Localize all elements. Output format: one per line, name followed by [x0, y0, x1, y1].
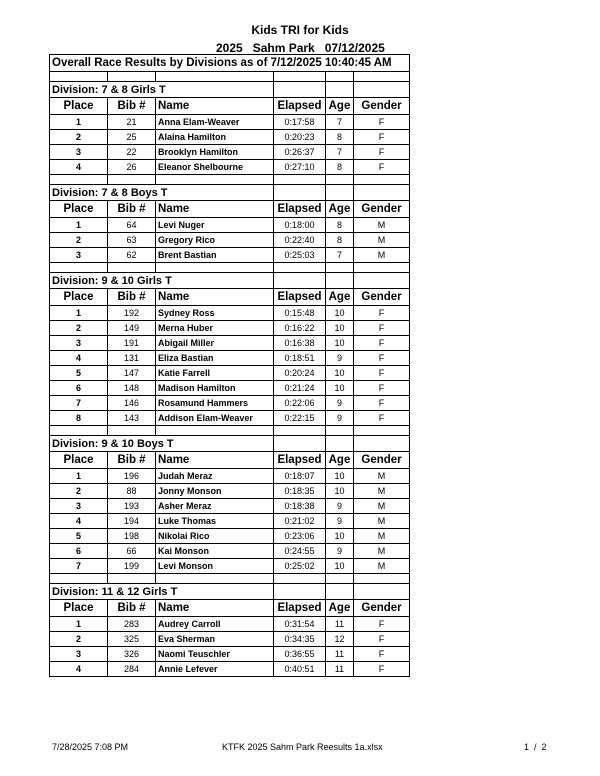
column-header-elapsed: Elapsed: [274, 600, 326, 617]
empty-cell: [326, 584, 354, 600]
column-header-name: Name: [156, 600, 274, 617]
cell-age: 7: [326, 248, 354, 263]
cell-elapsed: 0:21:02: [274, 514, 326, 529]
cell-gender: M: [354, 233, 410, 248]
cell-bib: 149: [108, 321, 156, 336]
empty-cell: [274, 436, 326, 452]
cell-place: 3: [50, 647, 108, 662]
cell-elapsed: 0:18:35: [274, 484, 326, 499]
cell-age: 10: [326, 381, 354, 396]
column-header-name: Name: [156, 452, 274, 469]
cell-place: 2: [50, 321, 108, 336]
cell-gender: M: [354, 248, 410, 263]
empty-cell: [274, 82, 326, 98]
empty-cell: [156, 574, 274, 584]
column-header-gender: Gender: [354, 98, 410, 115]
column-header-age: Age: [326, 600, 354, 617]
cell-name: Audrey Carroll: [156, 617, 274, 632]
division-heading-row: [50, 273, 410, 289]
table-row: [50, 233, 410, 248]
cell-age: 9: [326, 544, 354, 559]
cell-age: 9: [326, 499, 354, 514]
empty-cell: [354, 584, 410, 600]
empty-cell: [108, 574, 156, 584]
empty-cell: [354, 263, 410, 273]
cell-place: 8: [50, 411, 108, 426]
cell-place: 1: [50, 617, 108, 632]
column-header-bib: Bib #: [108, 289, 156, 306]
column-header-bib: Bib #: [108, 98, 156, 115]
empty-cell: [274, 273, 326, 289]
division-heading: Division: 7 & 8 Boys T: [50, 185, 274, 201]
column-header-place: Place: [50, 600, 108, 617]
cell-elapsed: 0:25:02: [274, 559, 326, 574]
cell-age: 8: [326, 233, 354, 248]
empty-cell: [108, 175, 156, 185]
table-row: [50, 544, 410, 559]
division-heading: Division: 7 & 8 Girls T: [50, 82, 274, 98]
cell-place: 2: [50, 130, 108, 145]
cell-gender: F: [354, 336, 410, 351]
cell-elapsed: 0:16:38: [274, 336, 326, 351]
column-header-bib: Bib #: [108, 452, 156, 469]
division-heading-row: [50, 82, 410, 98]
cell-gender: F: [354, 647, 410, 662]
cell-bib: 26: [108, 160, 156, 175]
cell-name: Gregory Rico: [156, 233, 274, 248]
cell-age: 9: [326, 396, 354, 411]
column-header-name: Name: [156, 201, 274, 218]
empty-cell: [156, 72, 274, 82]
spacer-row: [50, 426, 410, 436]
cell-age: 9: [326, 514, 354, 529]
footer-filename: KTFK 2025 Sahm Park Reesults 1a.xlsx: [222, 742, 383, 752]
report-title-row: [50, 55, 410, 72]
cell-bib: 25: [108, 130, 156, 145]
table-row: [50, 514, 410, 529]
table-row: [50, 248, 410, 263]
column-header-elapsed: Elapsed: [274, 289, 326, 306]
results-table: [49, 54, 410, 677]
cell-place: 1: [50, 469, 108, 484]
empty-cell: [156, 263, 274, 273]
cell-bib: 131: [108, 351, 156, 366]
column-header-row: [50, 201, 410, 218]
cell-gender: M: [354, 218, 410, 233]
cell-age: 10: [326, 529, 354, 544]
empty-cell: [354, 574, 410, 584]
division-heading-row: [50, 185, 410, 201]
cell-place: 4: [50, 160, 108, 175]
empty-cell: [354, 426, 410, 436]
cell-bib: 325: [108, 632, 156, 647]
cell-place: 2: [50, 484, 108, 499]
cell-age: 7: [326, 145, 354, 160]
cell-name: Alaina Hamilton: [156, 130, 274, 145]
empty-cell: [326, 175, 354, 185]
empty-cell: [50, 263, 108, 273]
column-header-row: [50, 600, 410, 617]
cell-bib: 283: [108, 617, 156, 632]
spacer-row: [50, 175, 410, 185]
cell-gender: F: [354, 306, 410, 321]
cell-gender: F: [354, 321, 410, 336]
cell-gender: M: [354, 544, 410, 559]
cell-age: 11: [326, 662, 354, 677]
cell-bib: 21: [108, 115, 156, 130]
empty-cell: [354, 82, 410, 98]
cell-bib: 192: [108, 306, 156, 321]
cell-elapsed: 0:18:51: [274, 351, 326, 366]
spacer-row: [50, 72, 410, 82]
cell-bib: 284: [108, 662, 156, 677]
cell-name: Judah Meraz: [156, 469, 274, 484]
cell-place: 5: [50, 366, 108, 381]
cell-place: 7: [50, 559, 108, 574]
cell-name: Annie Lefever: [156, 662, 274, 677]
column-header-age: Age: [326, 98, 354, 115]
cell-bib: 196: [108, 469, 156, 484]
cell-elapsed: 0:40:51: [274, 662, 326, 677]
division-heading: Division: 9 & 10 Boys T: [50, 436, 274, 452]
cell-place: 2: [50, 233, 108, 248]
report-title: Overall Race Results by Divisions as of 7/12/2025 10:40:45 AM: [50, 55, 410, 72]
column-header-gender: Gender: [354, 201, 410, 218]
cell-gender: F: [354, 115, 410, 130]
cell-gender: F: [354, 351, 410, 366]
cell-gender: F: [354, 130, 410, 145]
empty-cell: [50, 175, 108, 185]
empty-cell: [354, 72, 410, 82]
cell-gender: F: [354, 662, 410, 677]
cell-elapsed: 0:23:06: [274, 529, 326, 544]
cell-name: Naomi Teuschler: [156, 647, 274, 662]
cell-name: Madison Hamilton: [156, 381, 274, 396]
cell-gender: M: [354, 499, 410, 514]
cell-bib: 193: [108, 499, 156, 514]
cell-elapsed: 0:20:24: [274, 366, 326, 381]
cell-age: 12: [326, 632, 354, 647]
cell-elapsed: 0:22:40: [274, 233, 326, 248]
cell-name: Jonny Monson: [156, 484, 274, 499]
cell-elapsed: 0:18:00: [274, 218, 326, 233]
cell-gender: M: [354, 469, 410, 484]
cell-age: 8: [326, 130, 354, 145]
empty-cell: [274, 584, 326, 600]
table-row: [50, 381, 410, 396]
cell-gender: F: [354, 617, 410, 632]
column-header-place: Place: [50, 98, 108, 115]
cell-age: 9: [326, 411, 354, 426]
cell-elapsed: 0:16:22: [274, 321, 326, 336]
event-title: Kids TRI for Kids: [251, 23, 349, 37]
table-row: [50, 321, 410, 336]
cell-name: Eliza Bastian: [156, 351, 274, 366]
cell-place: 6: [50, 381, 108, 396]
empty-cell: [274, 72, 326, 82]
empty-cell: [354, 273, 410, 289]
cell-age: 10: [326, 366, 354, 381]
column-header-bib: Bib #: [108, 600, 156, 617]
cell-age: 9: [326, 351, 354, 366]
cell-elapsed: 0:27:10: [274, 160, 326, 175]
table-row: [50, 336, 410, 351]
cell-place: 2: [50, 632, 108, 647]
cell-name: Luke Thomas: [156, 514, 274, 529]
cell-bib: 66: [108, 544, 156, 559]
cell-gender: M: [354, 559, 410, 574]
cell-bib: 147: [108, 366, 156, 381]
table-row: [50, 529, 410, 544]
column-header-age: Age: [326, 289, 354, 306]
cell-place: 3: [50, 248, 108, 263]
cell-age: 8: [326, 218, 354, 233]
cell-gender: M: [354, 529, 410, 544]
cell-bib: 143: [108, 411, 156, 426]
column-header-place: Place: [50, 289, 108, 306]
cell-elapsed: 0:17:58: [274, 115, 326, 130]
table-row: [50, 647, 410, 662]
empty-cell: [326, 82, 354, 98]
empty-cell: [50, 426, 108, 436]
cell-bib: 148: [108, 381, 156, 396]
cell-elapsed: 0:34:35: [274, 632, 326, 647]
empty-cell: [354, 175, 410, 185]
column-header-name: Name: [156, 98, 274, 115]
cell-elapsed: 0:25:03: [274, 248, 326, 263]
table-row: [50, 396, 410, 411]
table-row: [50, 662, 410, 677]
cell-elapsed: 0:22:06: [274, 396, 326, 411]
empty-cell: [50, 574, 108, 584]
cell-elapsed: 0:24:55: [274, 544, 326, 559]
cell-gender: M: [354, 514, 410, 529]
empty-cell: [326, 72, 354, 82]
cell-name: Addison Elam-Weaver: [156, 411, 274, 426]
cell-name: Brent Bastian: [156, 248, 274, 263]
cell-age: 7: [326, 115, 354, 130]
cell-place: 5: [50, 529, 108, 544]
table-row: [50, 559, 410, 574]
table-row: [50, 218, 410, 233]
column-header-gender: Gender: [354, 289, 410, 306]
division-heading-row: [50, 584, 410, 600]
table-row: [50, 366, 410, 381]
cell-name: Levi Nuger: [156, 218, 274, 233]
cell-elapsed: 0:26:37: [274, 145, 326, 160]
cell-name: Rosamund Hammers: [156, 396, 274, 411]
table-row: [50, 306, 410, 321]
cell-bib: 326: [108, 647, 156, 662]
column-header-place: Place: [50, 452, 108, 469]
column-header-row: [50, 98, 410, 115]
cell-name: Eleanor Shelbourne: [156, 160, 274, 175]
table-row: [50, 351, 410, 366]
cell-age: 10: [326, 469, 354, 484]
cell-name: Brooklyn Hamilton: [156, 145, 274, 160]
table-row: [50, 411, 410, 426]
empty-cell: [326, 185, 354, 201]
cell-place: 1: [50, 306, 108, 321]
cell-place: 3: [50, 499, 108, 514]
cell-age: 11: [326, 617, 354, 632]
cell-bib: 63: [108, 233, 156, 248]
cell-age: 10: [326, 484, 354, 499]
cell-place: 4: [50, 351, 108, 366]
cell-place: 3: [50, 336, 108, 351]
column-header-elapsed: Elapsed: [274, 98, 326, 115]
cell-bib: 62: [108, 248, 156, 263]
table-row: [50, 469, 410, 484]
empty-cell: [326, 426, 354, 436]
column-header-age: Age: [326, 452, 354, 469]
empty-cell: [326, 436, 354, 452]
division-heading: Division: 9 & 10 Girls T: [50, 273, 274, 289]
division-heading-row: [50, 436, 410, 452]
empty-cell: [326, 273, 354, 289]
cell-elapsed: 0:36:55: [274, 647, 326, 662]
empty-cell: [274, 185, 326, 201]
empty-cell: [274, 426, 326, 436]
empty-cell: [108, 72, 156, 82]
cell-name: Eva Sherman: [156, 632, 274, 647]
cell-place: 6: [50, 544, 108, 559]
table-row: [50, 160, 410, 175]
cell-bib: 191: [108, 336, 156, 351]
cell-elapsed: 0:18:38: [274, 499, 326, 514]
empty-cell: [326, 263, 354, 273]
table-row: [50, 130, 410, 145]
cell-name: Levi Monson: [156, 559, 274, 574]
table-row: [50, 484, 410, 499]
cell-gender: F: [354, 381, 410, 396]
column-header-elapsed: Elapsed: [274, 452, 326, 469]
cell-bib: 198: [108, 529, 156, 544]
cell-gender: F: [354, 411, 410, 426]
empty-cell: [274, 263, 326, 273]
empty-cell: [354, 436, 410, 452]
cell-place: 1: [50, 115, 108, 130]
table-row: [50, 632, 410, 647]
footer-date: 7/28/2025 7:08 PM: [52, 742, 129, 752]
cell-name: Merna Huber: [156, 321, 274, 336]
empty-cell: [50, 72, 108, 82]
empty-cell: [274, 175, 326, 185]
cell-gender: F: [354, 160, 410, 175]
cell-age: 11: [326, 647, 354, 662]
footer-page-number: 1 / 2: [524, 742, 547, 752]
table-row: [50, 617, 410, 632]
cell-age: 10: [326, 336, 354, 351]
cell-place: 7: [50, 396, 108, 411]
cell-name: Abigail Miller: [156, 336, 274, 351]
cell-age: 10: [326, 559, 354, 574]
cell-bib: 194: [108, 514, 156, 529]
cell-name: Katie Farrell: [156, 366, 274, 381]
cell-name: Asher Meraz: [156, 499, 274, 514]
cell-gender: F: [354, 366, 410, 381]
empty-cell: [108, 426, 156, 436]
column-header-row: [50, 289, 410, 306]
empty-cell: [156, 426, 274, 436]
column-header-age: Age: [326, 201, 354, 218]
results-body: [50, 55, 410, 677]
cell-age: 10: [326, 321, 354, 336]
column-header-row: [50, 452, 410, 469]
cell-gender: F: [354, 632, 410, 647]
empty-cell: [326, 574, 354, 584]
cell-elapsed: 0:22:15: [274, 411, 326, 426]
cell-bib: 64: [108, 218, 156, 233]
cell-age: 8: [326, 160, 354, 175]
cell-elapsed: 0:18:07: [274, 469, 326, 484]
cell-place: 3: [50, 145, 108, 160]
column-header-name: Name: [156, 289, 274, 306]
cell-gender: F: [354, 396, 410, 411]
empty-cell: [274, 574, 326, 584]
spacer-row: [50, 574, 410, 584]
cell-gender: M: [354, 484, 410, 499]
cell-name: Nikolai Rico: [156, 529, 274, 544]
cell-gender: F: [354, 145, 410, 160]
cell-bib: 88: [108, 484, 156, 499]
cell-name: Anna Elam-Weaver: [156, 115, 274, 130]
event-subtitle: 2025 Sahm Park 07/12/2025: [216, 41, 385, 55]
cell-bib: 199: [108, 559, 156, 574]
empty-cell: [354, 185, 410, 201]
column-header-gender: Gender: [354, 452, 410, 469]
column-header-elapsed: Elapsed: [274, 201, 326, 218]
cell-bib: 146: [108, 396, 156, 411]
cell-bib: 22: [108, 145, 156, 160]
cell-age: 10: [326, 306, 354, 321]
cell-elapsed: 0:15:48: [274, 306, 326, 321]
table-row: [50, 499, 410, 514]
table-row: [50, 145, 410, 160]
cell-place: 1: [50, 218, 108, 233]
cell-elapsed: 0:20:23: [274, 130, 326, 145]
cell-name: Kai Monson: [156, 544, 274, 559]
division-heading: Division: 11 & 12 Girls T: [50, 584, 274, 600]
column-header-place: Place: [50, 201, 108, 218]
cell-name: Sydney Ross: [156, 306, 274, 321]
empty-cell: [156, 175, 274, 185]
cell-place: 4: [50, 514, 108, 529]
spacer-row: [50, 263, 410, 273]
cell-elapsed: 0:31:54: [274, 617, 326, 632]
column-header-bib: Bib #: [108, 201, 156, 218]
cell-place: 4: [50, 662, 108, 677]
column-header-gender: Gender: [354, 600, 410, 617]
table-row: [50, 115, 410, 130]
cell-elapsed: 0:21:24: [274, 381, 326, 396]
empty-cell: [108, 263, 156, 273]
